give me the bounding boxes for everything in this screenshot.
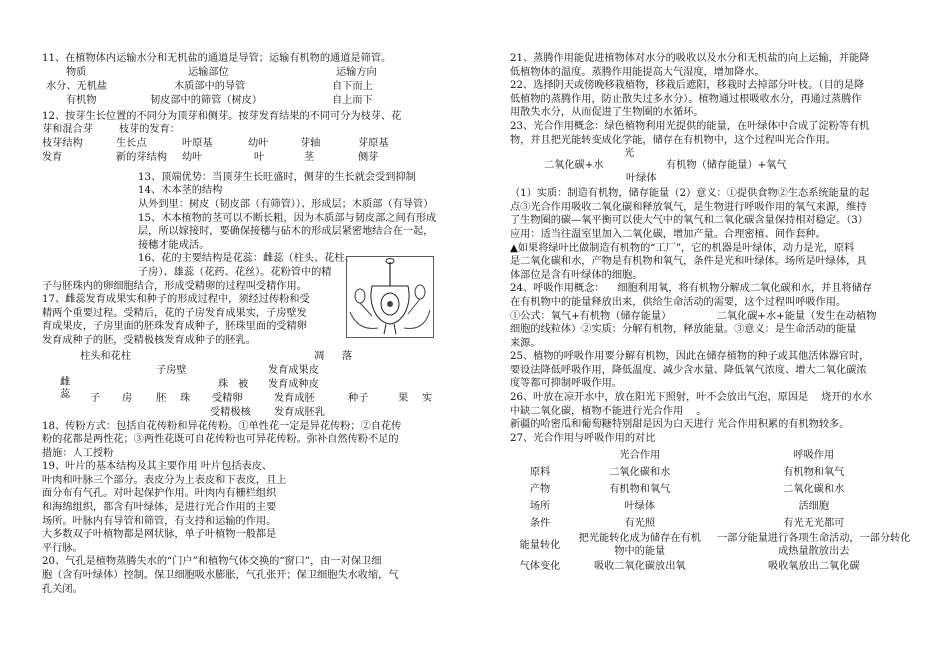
item-24-formula: ①公式：氧气+有机物（储存能量） 二氧化碳+水+能量（发生在动植物 <box>510 310 877 322</box>
td-cell: 叶原基 <box>182 137 213 149</box>
item-20: 20、气孔是植物蒸腾失水的“门户”和植物气体交换的“窗口”，由一对保卫细 <box>42 556 382 568</box>
item-16: 16、花的主要结构是花蕊：雌蕊（柱头、花柱、 <box>138 253 355 265</box>
td-cell: 茎 <box>304 151 315 163</box>
item-24-cont: 在有机物中的能量释放出来，供给生命活动的需要，这个过程叫呼吸作用。 <box>510 296 847 308</box>
item-25: 25、植物的呼吸作用要分解有机物，因此在储存植物的种子或其他活体器官时， <box>510 351 870 363</box>
table-row <box>510 498 918 515</box>
item-20-cont: 胞（含有叶绿体）控制。保卫细胞吸水膨胀，气孔张开；保卫细胞失水收缩，气 <box>42 570 399 582</box>
item-17-cont: 发育成种子的胚，受精极核发育成种子的胚乳。 <box>42 334 256 346</box>
item-24-cont: 来源。 <box>510 337 541 349</box>
item-19-cont: 平行脉。 <box>42 542 83 554</box>
item-17-cont: 精两个重要过程。受精后，花的子房发育成果实，子房壁发 <box>42 307 307 319</box>
item-19-cont: 和海绵组织，都含有叶绿体，是进行光合作用的主要 <box>42 502 277 514</box>
item-19-cont: 面分布有气孔。对叶起保护作用。叶肉内有栅栏组织 <box>42 488 277 500</box>
bud-table <box>42 137 446 167</box>
td-cell: 发育 <box>42 151 63 163</box>
item-24: 24、呼吸作用概念： 细胞利用氧，将有机物分解成二氧化碳和水，并且将储存 <box>510 283 873 295</box>
item-17-cont: 育成果皮，子房里面的胚珠发育成种子，胚珠里面的受精卵 <box>42 321 307 333</box>
diagram-label: 发育成胚乳 <box>274 406 325 418</box>
item-15-cont: 接穗才能成活。 <box>138 239 210 251</box>
diagram-label: 落 <box>342 350 353 362</box>
table-header-row <box>510 447 918 464</box>
diagram-label: 发育成胚 <box>274 392 315 404</box>
table-cell <box>510 447 570 464</box>
diagram-label: 雌蕊 <box>57 375 69 400</box>
item-12-cont: 芽和混合芽 枝芽的发育： <box>42 124 180 136</box>
item-19: 19、叶片的基本结构及其主要作用 叶片包括表皮、 <box>42 461 273 473</box>
table-row <box>510 464 918 481</box>
td-cell: 自下而上 <box>332 80 373 92</box>
item-27: 27、光合作用与呼吸作用的对比 <box>510 432 656 444</box>
td-cell: 生长点 <box>116 137 147 149</box>
item-23-cont: 应用：适当往温室里加入二氧化碳，增加产量。合理密植、间作套种。 <box>510 228 826 240</box>
table-cell: 吸收氧放出二氧化碳 <box>767 561 860 573</box>
diagram-label: 子 <box>90 392 101 404</box>
eq-products: 有机物（储存能量）+氧气 <box>666 160 787 172</box>
item-20-cont: 孔关闭。 <box>42 583 83 595</box>
item-21-cont: 低植物体的温度。蒸腾作用能提高大气湿度，增加降水。 <box>510 66 765 78</box>
th-part: 运输部位 <box>188 66 229 78</box>
item-12: 12、按芽生长位置的不同分为顶芽和侧芽。按芽发育结果的不同可分为枝芽、花 <box>42 110 402 122</box>
table-cell: 呼吸作用 <box>793 450 835 462</box>
table-cell: 有光无光都可 <box>783 518 845 530</box>
item-16-cont: 子房）、雄蕊（花药、花丝）。花粉管中的精 <box>138 266 332 278</box>
diagram-label: 种子 <box>348 392 369 404</box>
diagram-label: 子房壁 <box>156 364 187 376</box>
item-23: 23、光合作用概念：绿色植物利用光提供的能量，在叶绿体中合成了淀粉等有机 <box>510 120 870 132</box>
item-16-cont: 子与胚珠内的卵细胞结合，形成受精卵的过程叫受精作用。 <box>42 280 307 292</box>
td-cell: 幼叶 <box>248 137 269 149</box>
diagram-label: 房 <box>122 392 133 404</box>
td-cell: 芽轴 <box>300 137 321 149</box>
item-21: 21、蒸腾作用能促进植物体对水分的吸收以及水分和无机盐的向上运输，并能降 <box>510 53 870 64</box>
td-cell: 新的芽结构 <box>116 151 167 163</box>
item-26-cont: 中缺二氧化碳，植物不能进行光合作用 。 <box>510 405 707 417</box>
item-14: 14、木本茎的结构 <box>138 185 223 197</box>
item-17: 17、雌蕊发育成果实和种子的形成过程中，须经过传粉和受 <box>42 294 310 306</box>
td-cell: 枝芽结构 <box>42 137 83 149</box>
table-row <box>510 515 918 532</box>
item-24-cont: 细胞的线粒体）②实质：分解有机物，释放能量。③意义：是生命活动的能量 <box>510 324 857 336</box>
item-19-cont: 大多数双子叶植物都是网状脉，单子叶植物一般都是 <box>42 529 277 541</box>
item-22: 22、选择阴天或傍晚移栽植物，移栽后遮阳，移栽时去掉部分叶枝。（目的是降 <box>510 80 865 92</box>
diagram-label: 实 <box>422 392 433 404</box>
diagram-label: 受精卵 <box>212 392 243 404</box>
photosynthesis-equation <box>510 147 918 187</box>
diagram-label: 凋 <box>314 350 325 362</box>
table-row <box>510 481 918 498</box>
diagram-label: 果 <box>398 392 409 404</box>
item-26-cont: 新疆的哈密瓜和葡萄糖特别甜是因为白天进行 光合作用积累的有机物较多。 <box>510 419 850 431</box>
item-23-cont: 点③光合作用吸收二氧化碳和释放氧气，是生物进行呼吸作用的氧气来源，维持 <box>510 201 867 213</box>
item-18: 18、传粉方式：包括自花传粉和异花传粉。①单性花一定是异花传粉；②自花传 <box>42 420 402 432</box>
item-23-note: ▲如果将绿叶比做制造有机物的“工厂”，它的机器是叶绿体，动力是光，原料 <box>510 242 855 254</box>
item-26: 26、叶放在凉开水中，放在阳光下照射，叶不会放出气泡，原因是 烧开的水水 <box>510 392 873 404</box>
item-13: 13、顶端优势：当顶芽生长旺盛时，侧芽的生长就会受到抑制 <box>138 171 416 183</box>
item-23-cont: 了生物圈的碳—氧平衡可以使大气中的氧气和二氧化碳含量保持相对稳定。（3） <box>510 215 868 227</box>
td-cell: 侧芽 <box>358 151 379 163</box>
td-cell: 木质部中的导管 <box>174 80 246 92</box>
item-25-cont: 要设法降低呼吸作用，降低温度、减少含水量、降低氧气浓度、增大二氧化碳浓 <box>510 364 867 376</box>
td-cell: 芽原基 <box>358 137 389 149</box>
item-18-cont: 措施：人工授粉 <box>42 447 114 459</box>
eq-reactants: 二氧化碳+水 <box>544 160 604 172</box>
item-19-cont: 叶肉和叶脉三个部分。表皮分为上表皮和下表皮，且上 <box>42 474 287 486</box>
diagram-label: 胚 <box>156 392 167 404</box>
item-15-cont: 层，所以嫁接时，要确保接穗与砧木的形成层紧密地结合在一起， <box>138 226 434 238</box>
table-cell: 吸收二氧化碳放出氧 <box>593 561 686 573</box>
item-23-cont: 体部位是含有叶绿体的细胞。 <box>510 269 643 281</box>
table-cell: 原料 <box>529 467 551 479</box>
td-cell: 韧皮部中的筛管（树皮） <box>150 94 263 106</box>
item-15: 15、木本植物的茎可以不断长粗，因为木质部与韧皮部之间有形成 <box>138 212 437 224</box>
item-11: 11、在植物体内运输水分和无机盐的通道是导管；运输有机物的通道是筛管。 <box>42 53 392 64</box>
th-direction: 运输方向 <box>336 66 377 78</box>
diagram-label: 发育成种皮 <box>268 378 319 390</box>
td-cell: 有机物 <box>66 94 97 106</box>
table-cell: 有机物和氧气 <box>783 467 845 479</box>
transport-table <box>42 66 446 110</box>
table-cell: 活细胞 <box>798 501 830 513</box>
item-22-cont: 低植物的蒸腾作用，防止散失过多水分）。植物通过根吸收水分，再通过蒸腾作 <box>510 93 862 105</box>
table-cell: 叶绿体 <box>624 501 656 513</box>
item-19-cont: 场所。叶脉内有导管和筛管，有支持和运输的作用。 <box>42 515 277 527</box>
right-column <box>510 52 918 575</box>
th-substance: 物质 <box>66 66 87 78</box>
fertilization-diagram <box>42 350 446 432</box>
item-14-detail: 从外到里：树皮（韧皮部（有筛管））、形成层；木质部（有导管） <box>138 198 434 210</box>
table-cell: 光合作用 <box>619 450 661 462</box>
table-cell: 二氧化碳和水 <box>783 484 845 496</box>
flower-structure-figure <box>346 256 434 338</box>
diagram-label: 柱头和花柱 <box>80 350 131 362</box>
table-cell: 有机物和氧气 <box>609 484 671 496</box>
td-cell: 幼叶 <box>182 151 203 163</box>
td-cell: 叶 <box>254 151 265 163</box>
item-25-cont: 度等都可抑制呼吸作用。 <box>510 378 623 390</box>
table-row <box>510 558 918 575</box>
td-cell: 自上而下 <box>332 94 373 106</box>
table-cell: 气体变化 <box>519 561 561 573</box>
diagram-label: 受精极核 <box>210 406 251 418</box>
eq-condition: 光 <box>624 148 635 160</box>
table-row <box>510 532 918 558</box>
table-cell: 能量转化 <box>519 539 561 551</box>
table-cell: 一部分能量进行各项生命活动，一部分转化成热量散放出去 <box>717 533 911 558</box>
item-23-cont: 物，并且把光能转变成化学能，储存在有机物中，这个过程叫光合作用。 <box>510 134 836 146</box>
diagram-label: 被 <box>238 378 249 390</box>
td-cell: 水分、无机盐 <box>46 80 108 92</box>
table-cell: 把光能转化成为储存在有机物中的能量 <box>578 533 701 558</box>
table-cell: 条件 <box>529 518 551 530</box>
diagram-label: 珠 <box>218 378 229 390</box>
table-cell: 有光照 <box>624 518 656 530</box>
comparison-table <box>510 447 918 575</box>
eq-site: 叶绿体 <box>626 173 657 185</box>
diagram-label: 珠 <box>180 392 191 404</box>
item-22-cont: 用散失水分，从而促进了生物圈的水循环。 <box>510 107 704 119</box>
table-cell: 二氧化碳和水 <box>609 467 671 479</box>
item-23-cont: （1）实质：制造有机物，储存能量（2）意义：①提供食物②生态系统能量的起 <box>510 188 870 200</box>
diagram-label: 发育成果皮 <box>268 364 319 376</box>
table-cell: 场所 <box>529 501 551 513</box>
table-cell: 产物 <box>529 484 551 496</box>
item-23-cont: 是二氧化碳和水，产物是有机物和氧气，条件是光和叶绿体。场所是叶绿体，具 <box>510 256 867 268</box>
item-18-cont: 粉的花都是两性花；③两性花既可自花传粉也可异花传粉。弥补自然传粉不足的 <box>42 434 399 446</box>
